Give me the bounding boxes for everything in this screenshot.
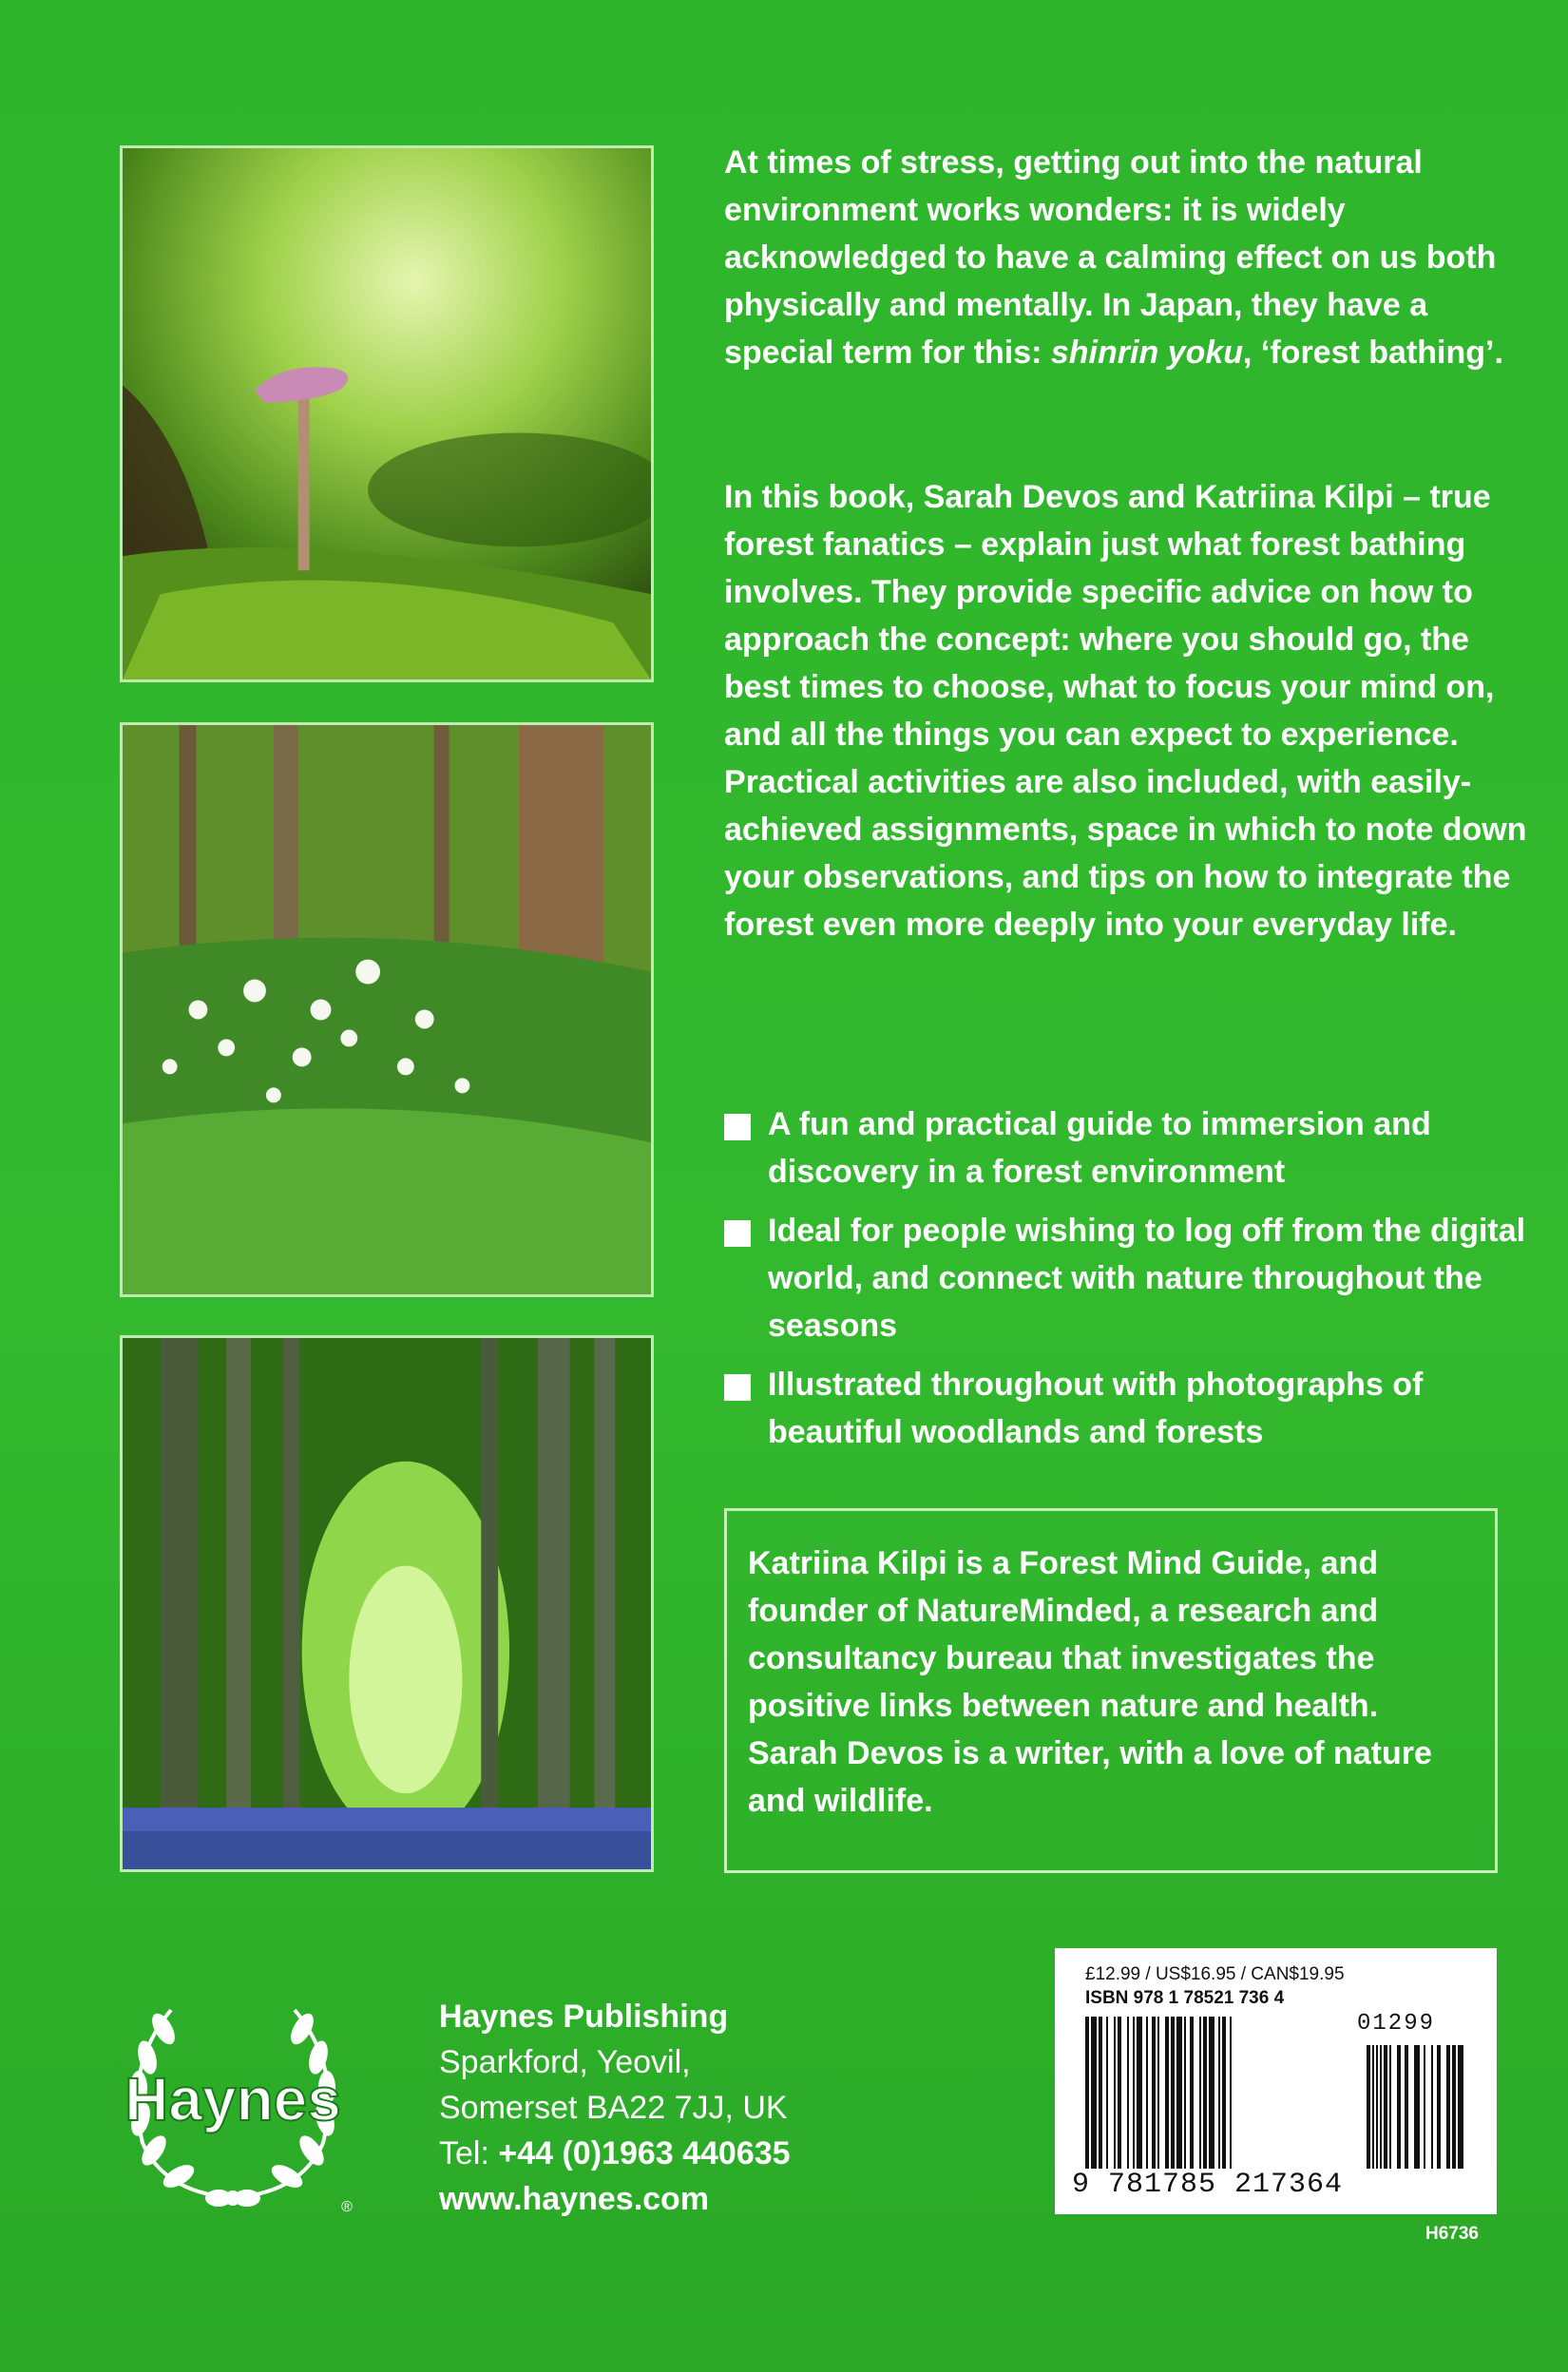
addon-bar	[1458, 2045, 1463, 2169]
wild-garlic-photo	[120, 722, 654, 1297]
addon-bar	[1384, 2045, 1387, 2169]
bullet-square-icon	[724, 1374, 751, 1401]
paragraph-text: , ‘forest bathing’.	[1243, 335, 1503, 371]
addon-bar	[1452, 2045, 1456, 2169]
barcode-bar	[1165, 2017, 1169, 2169]
italic-term: shinrin yoku	[1050, 335, 1244, 371]
addon-bar	[1380, 2045, 1382, 2169]
barcode-bar	[1127, 2017, 1129, 2169]
list-item-text: Ideal for people wishing to log off from the digital world, and connect with nature throughout the seasons	[768, 1213, 1526, 1344]
addon-bar	[1424, 2045, 1425, 2169]
barcode-bar	[1230, 2017, 1232, 2169]
publisher-name: Haynes Publishing	[439, 1999, 729, 2035]
description-paragraph-1	[724, 139, 1532, 376]
author-bio-box	[724, 1508, 1498, 1873]
author-bio-text: Katriina Kilpi is a Forest Mind Guide, and founder of NatureMinded, a research and consultancy bureau that investigates the positive links between nature and health. Sarah Devos is a writer, with a love of nature and wildlife.	[748, 1545, 1432, 1819]
barcode-bar	[1203, 2017, 1207, 2169]
paragraph-text: At times of stress, getting out into the natural environment works wonders: it is widely acknowledged to have a calming effect on us both physically and mentally. In Japan, they have a special term for this:	[724, 144, 1497, 371]
barcode-bar	[1199, 2017, 1201, 2169]
barcode-bar	[1114, 2017, 1116, 2169]
publisher-info	[439, 1994, 791, 2222]
tel-label: Tel:	[439, 2135, 499, 2171]
addon-bar	[1414, 2045, 1420, 2169]
telephone	[439, 2131, 791, 2176]
addon-digits: 01299	[1357, 2011, 1436, 2037]
barcode-bar	[1171, 2017, 1175, 2169]
barcode-bar	[1133, 2017, 1135, 2169]
barcode-bar	[1209, 2017, 1214, 2169]
barcode-bar	[1222, 2017, 1226, 2169]
barcode-bar	[1176, 2017, 1182, 2169]
addon-bar	[1446, 2045, 1450, 2169]
address-line: Sparkford, Yeovil,	[439, 2044, 691, 2080]
haynes-logo	[105, 1981, 361, 2224]
product-code: H6736	[1425, 2224, 1479, 2244]
addon-bar	[1376, 2045, 1378, 2169]
description-paragraph-2: In this book, Sarah Devos and Katriina Kilpi – true forest fanatics – explain just what forest bathing involves. They provide specific advice on how to approach the concept: where you should go, the best times to choose, what to focus your mind on, and all the things you can expect to experience. Practical activities are also included, with easily-achieved assignments, space in which to note down your observations, and tips on how to integrate the forest even more deeply into your everyday life.	[724, 479, 1527, 943]
tel-number: +44 (0)1963 440635	[498, 2135, 791, 2171]
addon-bar	[1372, 2045, 1374, 2169]
registered-mark: ®	[341, 2199, 353, 2215]
website-link[interactable]: www.haynes.com	[439, 2181, 710, 2217]
list-item-text: Illustrated throughout with photographs of beautiful woodlands and forests	[768, 1367, 1424, 1450]
isbn-line: ISBN 978 1 78521 736 4	[1085, 1988, 1285, 2008]
bullet-square-icon	[724, 1114, 751, 1140]
barcode-bar	[1157, 2017, 1159, 2169]
barcode-bar	[1184, 2017, 1186, 2169]
mushroom-photo	[120, 145, 654, 682]
addon-bar	[1431, 2045, 1433, 2169]
beech-forest-photo	[120, 1335, 654, 1872]
list-item	[724, 1207, 1532, 1349]
barcode-bar	[1085, 2017, 1089, 2169]
bullet-square-icon	[724, 1220, 751, 1247]
laurel-wreath-icon	[105, 1981, 361, 2224]
barcode-icon	[1085, 2017, 1465, 2169]
list-item-text: A fun and practical guide to immersion and discovery in a forest environment	[768, 1106, 1431, 1190]
list-item	[724, 1100, 1532, 1196]
logo-text: Haynes	[124, 2065, 341, 2133]
barcode-bar	[1118, 2017, 1121, 2169]
barcode-bar	[1218, 2017, 1220, 2169]
list-item	[724, 1361, 1532, 1456]
addon-bar	[1367, 2045, 1370, 2169]
barcode-bar	[1106, 2017, 1108, 2169]
addon-bar	[1405, 2045, 1408, 2169]
barcode-bar	[1091, 2017, 1097, 2169]
feature-list	[724, 1100, 1532, 1467]
barcode-bar	[1099, 2017, 1102, 2169]
ean-digits: 9 781785 217364	[1072, 2169, 1344, 2201]
barcode-box	[1055, 1948, 1497, 2214]
barcode-bar	[1137, 2017, 1142, 2169]
price-line: £12.99 / US$16.95 / CAN$19.95	[1085, 1964, 1345, 1984]
addon-bar	[1437, 2045, 1441, 2169]
addon-bar	[1397, 2045, 1401, 2169]
barcode-bar	[1146, 2017, 1148, 2169]
barcode-bar	[1152, 2017, 1156, 2169]
barcode-bar	[1190, 2017, 1194, 2169]
addon-bar	[1389, 2045, 1391, 2169]
address-line: Somerset BA22 7JJ, UK	[439, 2090, 788, 2126]
